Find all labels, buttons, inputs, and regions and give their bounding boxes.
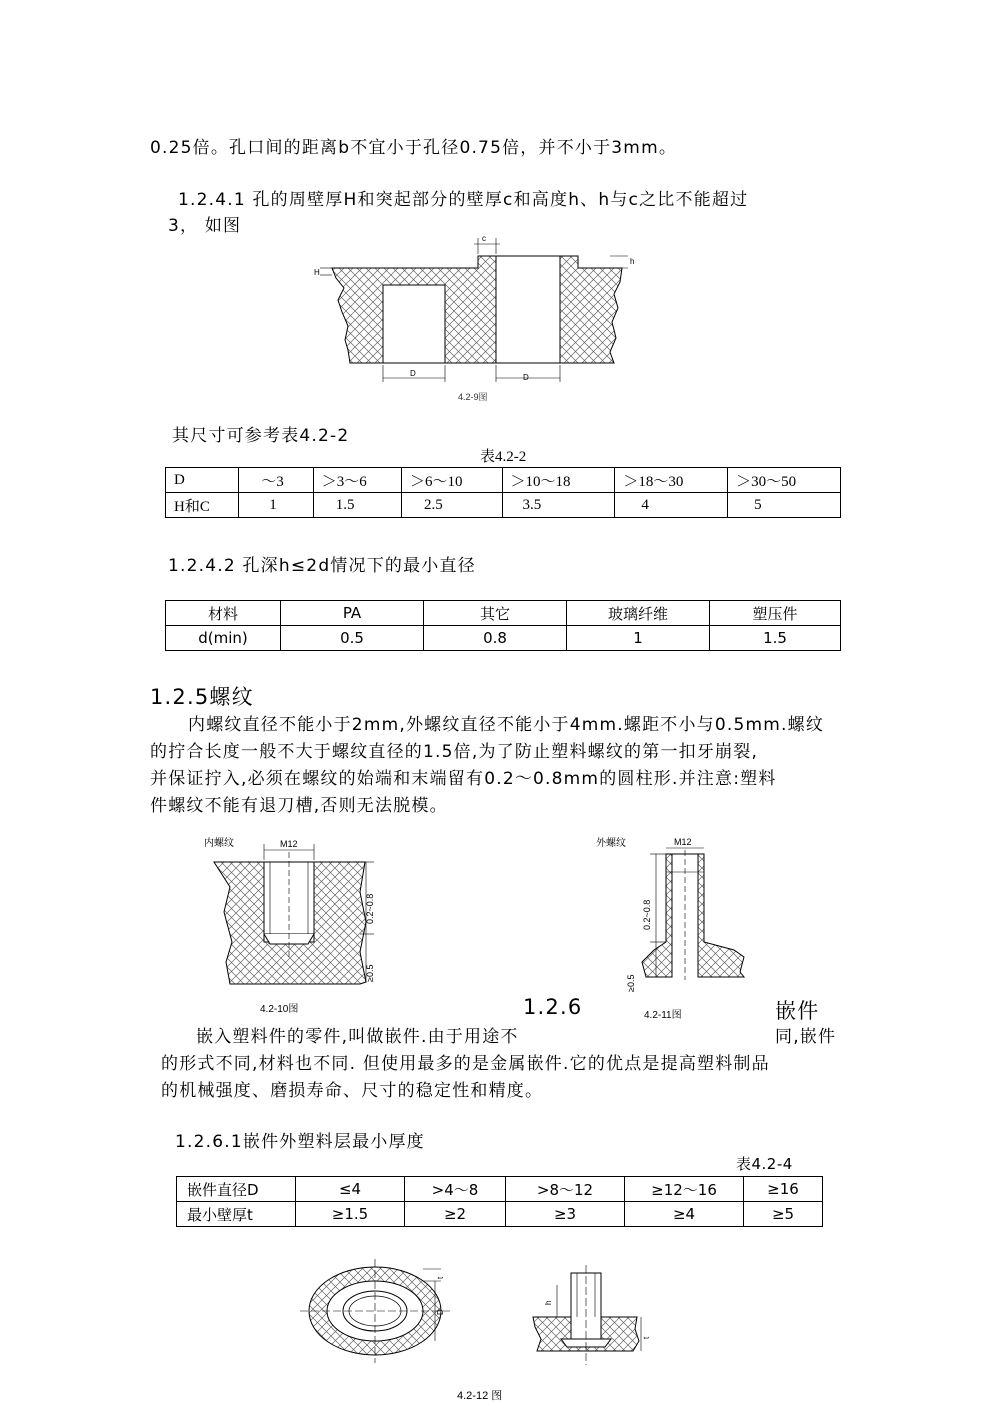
paragraph-thread-4: 件螺纹不能有退刀槽,否则无法脱模。	[150, 796, 448, 816]
paragraph-insert-3: 的机械强度、磨损寿命、尺寸的稳定性和精度。	[161, 1081, 544, 1101]
cell: 其它	[424, 601, 567, 626]
heading-1-2-6-title: 嵌件	[775, 999, 820, 1023]
cell: d(min)	[166, 626, 281, 651]
cell: ≥5	[744, 1202, 823, 1227]
table-4-2-4	[176, 1176, 823, 1227]
dim-ge-0-5-ext: ≥0.5	[626, 974, 636, 992]
cell: 4	[615, 493, 728, 518]
cell: 塑压件	[710, 601, 841, 626]
figure-4-2-12-label: 4.2-12 图	[457, 1390, 503, 1402]
heading-1-2-5: 1.2.5螺纹	[150, 685, 254, 709]
figure-4-2-9-label: 4.2-9图	[458, 392, 488, 402]
table-min-diameter	[165, 600, 841, 651]
dim-h: h	[630, 257, 635, 266]
cell: ≥2	[405, 1202, 506, 1227]
dim-t-section: t	[642, 1336, 651, 1339]
table-row	[166, 626, 841, 651]
dim-D-right: D	[523, 373, 529, 382]
dim-H: H	[314, 268, 320, 277]
paragraph-thread-3: 并保证拧入,必须在螺纹的始端和末端留有0.2～0.8mm的圆柱形.并注意:塑料	[150, 769, 777, 789]
cell: ＞6～10	[401, 468, 502, 493]
table-row	[166, 493, 841, 518]
cell: >4～8	[405, 1177, 506, 1202]
dim-c: c	[482, 234, 486, 243]
table-row	[177, 1177, 823, 1202]
figure-4-2-10-label: 4.2-10图	[260, 1004, 299, 1015]
cell: 材料	[166, 601, 281, 626]
cell: ＞30～50	[728, 468, 841, 493]
cell: 2.5	[401, 493, 502, 518]
cell: 0.5	[281, 626, 424, 651]
section-1-2-6-1: 1.2.6.1嵌件外塑料层最小厚度	[175, 1132, 425, 1152]
section-1-2-4-1: 1.2.4.1 孔的周壁厚H和突起部分的壁厚c和高度h、h与c之比不能超过	[178, 190, 749, 210]
cell: ＞3～6	[313, 468, 401, 493]
dim-0-2-0-8-ext: 0.2~0.8	[642, 899, 652, 930]
cell: 1	[239, 493, 313, 518]
paragraph-hole-spacing: 0.25倍。孔口间的距离b不宜小于孔径0.75倍，并不小于3mm。	[150, 138, 678, 158]
cell: 最小壁厚t	[177, 1202, 296, 1227]
paragraph-insert-1b: 同,嵌件	[775, 1027, 837, 1047]
dim-D-left: D	[410, 369, 416, 378]
dim-t: t	[436, 1276, 445, 1279]
cell: ＞10～18	[502, 468, 615, 493]
figure-4-2-12	[295, 1255, 675, 1403]
dim-m12-ext: M12	[674, 837, 692, 847]
external-thread-title: 外螺纹	[596, 838, 626, 849]
table-row	[166, 601, 841, 626]
cell: PA	[281, 601, 424, 626]
cell: >8～12	[506, 1177, 625, 1202]
cell: 1	[567, 626, 710, 651]
figure-4-2-10	[200, 832, 390, 1022]
dim-h-insert: h	[544, 1300, 553, 1305]
paragraph-insert-1a: 嵌入塑料件的零件,叫做嵌件.由于用途不	[196, 1027, 519, 1047]
dim-ge-0-5: ≥0.5	[365, 964, 375, 982]
table-4-2-2	[165, 467, 841, 518]
section-1-2-4-2: 1.2.4.2 孔深h≤2d情况下的最小直径	[168, 556, 476, 576]
cell: 1.5	[710, 626, 841, 651]
dim-0-2-0-8: 0.2~0.8	[365, 893, 375, 924]
cell: 1.5	[313, 493, 401, 518]
cell: ＞18～30	[615, 468, 728, 493]
cell: 玻璃纤维	[567, 601, 710, 626]
table-row	[166, 468, 841, 493]
paragraph-thread-1: 内螺纹直径不能小于2mm,外螺纹直径不能小于4mm.螺距不小与0.5mm.螺纹	[188, 715, 825, 735]
table-4-2-4-caption: 表4.2-4	[736, 1155, 793, 1173]
cell: 5	[728, 493, 841, 518]
cell: ≥16	[744, 1177, 823, 1202]
figure-4-2-9	[310, 230, 640, 405]
cell: H和C	[166, 493, 239, 518]
paragraph-insert-2: 的形式不同,材料也不同. 但使用最多的是金属嵌件.它的优点是提高塑料制品	[161, 1054, 770, 1074]
cell: ≥12～16	[625, 1177, 744, 1202]
cell: ～3	[239, 468, 313, 493]
cell: 嵌件直径D	[177, 1177, 296, 1202]
paragraph-thread-2: 的拧合长度一般不大于螺纹直径的1.5倍,为了防止塑料螺纹的第一扣牙崩裂,	[150, 742, 759, 762]
table-row	[177, 1202, 823, 1227]
cell: 0.8	[424, 626, 567, 651]
table-4-2-2-caption: 表4.2-2	[480, 449, 527, 465]
dim-D: D	[436, 1309, 445, 1315]
cell: ≥4	[625, 1202, 744, 1227]
section-1-2-4-1-cont: 3， 如图	[168, 216, 242, 236]
heading-1-2-6-number: 1.2.6	[523, 995, 583, 1019]
cell: 3.5	[502, 493, 615, 518]
figure-4-2-11-label: 4.2-11图	[644, 1010, 682, 1021]
cell: ≥1.5	[296, 1202, 405, 1227]
cell: ≥3	[506, 1202, 625, 1227]
cell: D	[166, 468, 239, 493]
dim-m12: M12	[280, 839, 298, 849]
cell: ≤4	[296, 1177, 405, 1202]
internal-thread-title: 内螺纹	[204, 838, 234, 849]
figure-4-2-11	[594, 832, 764, 1022]
table-reference: 其尺寸可参考表4.2-2	[172, 426, 350, 446]
